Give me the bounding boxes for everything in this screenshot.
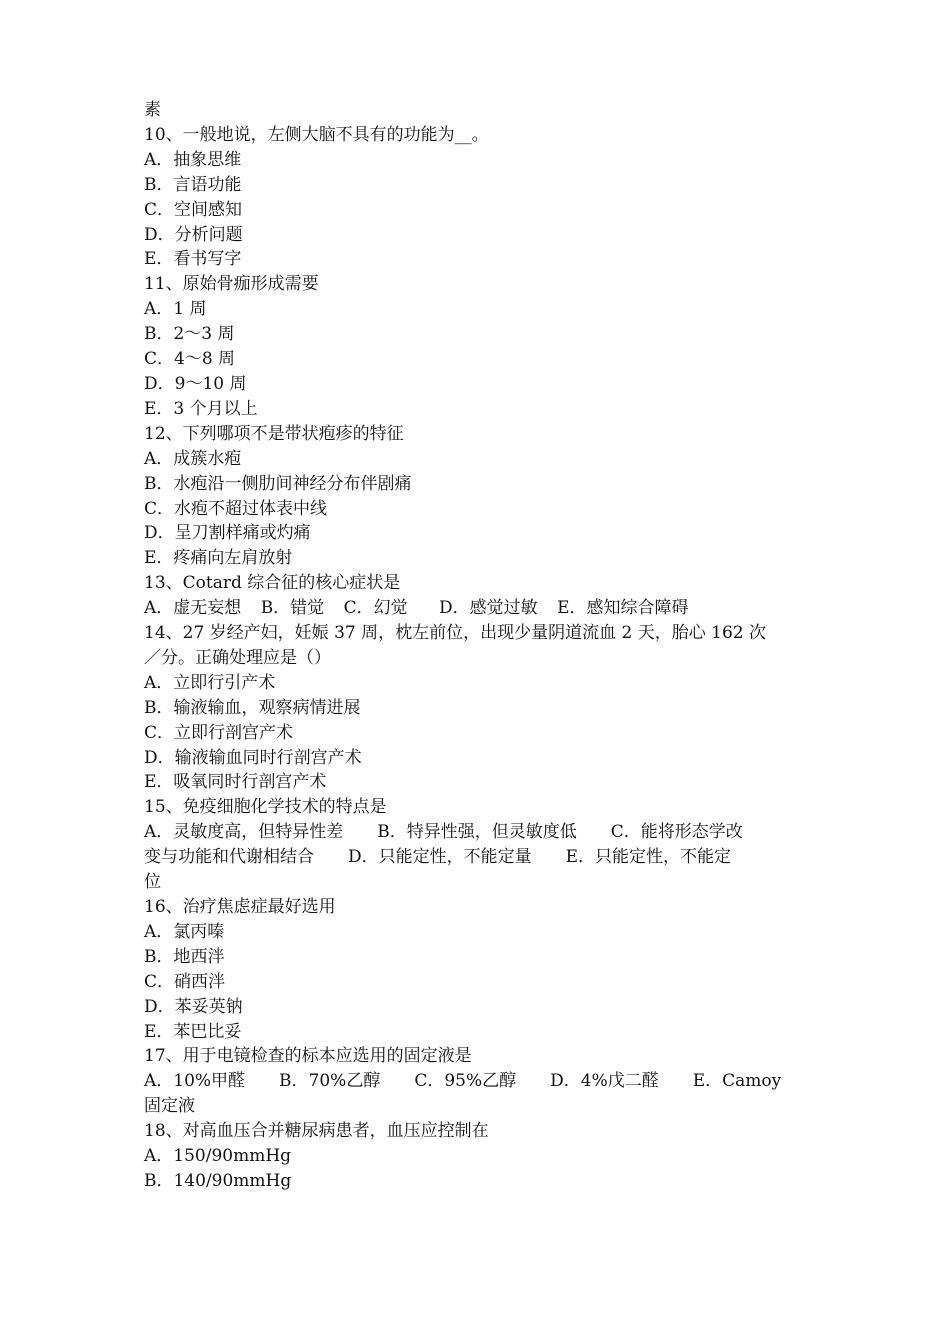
option-line: B．言语功能 bbox=[144, 174, 242, 195]
question-17-options-line-1: A．10%甲醛 B．70%乙醇 C．95%乙醇 D．4%戊二醛 E．Camoy bbox=[144, 1071, 782, 1092]
option-line: A．立即行引产术 bbox=[144, 672, 276, 693]
question-14-stem: 14、27 岁经产妇，妊娠 37 周，枕左前位，出现少量阴道流血 2 天，胎心 162 次 bbox=[144, 623, 766, 644]
text-line: 素 bbox=[144, 100, 161, 120]
option-d: D．感觉过敏 bbox=[439, 598, 538, 619]
question-15-stem: 15、免疫细胞化学技术的特点是 bbox=[144, 797, 387, 818]
question-17-stem: 17、用于电镜检查的标本应选用的固定液是 bbox=[144, 1046, 472, 1067]
option-line: D．呈刀割样痛或灼痛 bbox=[144, 523, 311, 544]
option-line: D．9～10 周 bbox=[144, 373, 247, 394]
question-16-stem: 16、治疗焦虑症最好选用 bbox=[144, 897, 336, 917]
question-18-stem: 18、对高血压合并糖尿病患者，血压应控制在 bbox=[144, 1121, 489, 1142]
option-line: D．分析问题 bbox=[144, 224, 243, 245]
option-line: A．成簇水疱 bbox=[144, 448, 242, 469]
option-line: B．输液输血，观察病情进展 bbox=[144, 697, 361, 718]
question-12-stem: 12、下列哪项不是带状疱疹的特征 bbox=[144, 423, 404, 444]
option-a: A．虚无妄想 bbox=[144, 598, 242, 619]
option-line: D．输液输血同时行剖宫产术 bbox=[144, 747, 362, 768]
question-17-options-line-2: 固定液 bbox=[144, 1096, 195, 1117]
option-line: C．硝西泮 bbox=[144, 971, 226, 992]
question-15-options-line-3: 位 bbox=[144, 872, 161, 893]
option-line: C．立即行剖宫产术 bbox=[144, 722, 294, 743]
option-line: E．疼痛向左肩放射 bbox=[144, 548, 293, 569]
option-line: B．地西泮 bbox=[144, 946, 225, 967]
document-page bbox=[144, 98, 810, 1194]
option-line: A．氯丙嗪 bbox=[144, 921, 225, 942]
question-10-stem: 10、一般地说，左侧大脑不具有的功能为__。 bbox=[144, 124, 489, 145]
option-b: B．错觉 bbox=[260, 598, 325, 619]
option-line: A．1 周 bbox=[144, 299, 207, 320]
option-line: A．抽象思维 bbox=[144, 149, 242, 170]
option-line: C．空间感知 bbox=[144, 199, 243, 220]
option-line: B．水疱沿一侧肋间神经分布伴剧痛 bbox=[144, 473, 412, 494]
option-line: E．3 个月以上 bbox=[144, 398, 258, 419]
option-c: C．幻觉 bbox=[343, 598, 408, 619]
option-line: A．150/90mmHg bbox=[144, 1146, 292, 1167]
option-line: C．水疱不超过体表中线 bbox=[144, 498, 328, 519]
question-14-stem-cont: ／分。正确处理应是（） bbox=[144, 647, 331, 668]
option-line: C．4～8 周 bbox=[144, 349, 236, 370]
option-line: B．140/90mmHg bbox=[144, 1170, 292, 1191]
option-e: E．感知综合障碍 bbox=[557, 598, 689, 619]
option-line: E．看书写字 bbox=[144, 249, 242, 270]
question-13-options bbox=[144, 596, 810, 621]
option-line: B．2～3 周 bbox=[144, 324, 235, 345]
option-line: E．苯巴比妥 bbox=[144, 1021, 242, 1042]
question-13-stem: 13、Cotard 综合征的核心症状是 bbox=[144, 573, 401, 594]
option-line: D．苯妥英钠 bbox=[144, 996, 243, 1017]
question-11-stem: 11、原始骨痂形成需要 bbox=[144, 274, 319, 295]
question-15-options-line-2: 变与功能和代谢相结合 D．只能定性，不能定量 E．只能定性，不能定 bbox=[144, 847, 732, 868]
option-line: E．吸氧同时行剖宫产术 bbox=[144, 772, 327, 793]
question-15-options-line-1: A．灵敏度高，但特异性差 B．特异性强，但灵敏度低 C．能将形态学改 bbox=[144, 822, 743, 843]
